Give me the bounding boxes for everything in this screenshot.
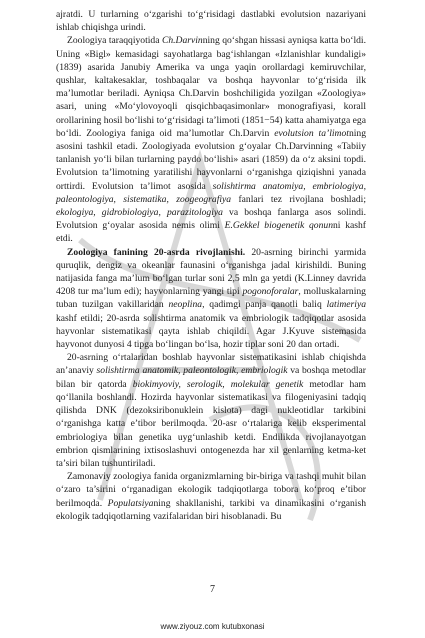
emphasis-text: biokimyoviy, serologik, molekular genetik (132, 378, 304, 390)
body-text: metodlar ham qo‘llanila boshlandi. Hozirda hayvonlar sistematikasi va filogeniyasini tadqiq qilishda DNK (dezoksiribonuklein kislota) dagi nukleotidlar tarkibini o‘rganishga katta e’tibor berilmoqda. 20-asr o‘rtalariga kelib eksperimental embriologiya bilan genetika uyg‘unlashib ketdi. Endilikda rivojlanayotgan embrion qismlarining ixtisoslashuvi ontogenezda har xil genlarning ketma-ket ta’siri bilan tushuntiriladi. (56, 378, 366, 469)
page-body (56, 8, 366, 523)
body-text: Zamonaviy zoologiya fanida organizmlarning bir-biriga va tashqi muhit bilan o‘zaro ta’sirini o‘rganadigan ekologik tadqiqotlarga tobora ko‘proq e’tibor berilmoqda. (56, 471, 366, 509)
section-heading: Zoologiya fanining 20-asrda rivojlanishi. (67, 246, 246, 258)
page-number: 7 (210, 584, 215, 595)
body-text: , molluskalarning tuban tuzilgan vakillaridan (56, 286, 366, 311)
paragraph (56, 8, 366, 34)
paragraph (56, 470, 366, 523)
emphasis-text: E.Gekkel biogenetik qonun (224, 220, 333, 232)
paragraph (56, 246, 366, 352)
emphasis-text: evolutsion ta’limot (274, 127, 349, 139)
emphasis-text: latimeriya (326, 299, 367, 311)
body-text: , qadimgi panja qanotli baliq (202, 299, 327, 311)
emphasis-text: ekologiya, gidrobiologiya, parazitologiya (56, 207, 223, 219)
emphasis-text: Populatsiya (107, 497, 154, 509)
emphasis-text: Ch.Darvin (161, 35, 203, 47)
body-text: va boshqa metodlar bilan bir qatorda (56, 365, 367, 390)
body-text: 20-asrning birinchi yarmida quruqlik, dengiz va okeanlar faunasini o‘rganishga jadal kirishildi. Buning natijasida fanga ma’lum bo‘lgan turlar soni 2,5 mln ga yetdi (K.Linney davrida 4208 tur ma’lum edi); hayvonlarning yangi tipi (56, 246, 366, 298)
body-text: ning asosini tashkil etadi. Zoologiyada evolutsion g‘oyalar Ch.Darvinning «Tabiiy tanlanish yo‘li bilan turlarning paydo bo‘lishi» asari (1859) da o‘z aksini topdi. Evolutsion ta’limotning yaratilishi hayvonlarni o‘rganishga qiziqishni yanada orttirdi. Evolutsion ta’limot asosida (56, 127, 366, 192)
emphasis-text: solishtirma anatomiya, embriologiya, paleontologiya, sistematika, zoogeografiya (56, 180, 366, 205)
emphasis-text: neoplina (168, 299, 203, 311)
body-text: ning qo‘shgan hissasi ayniqsa katta bo‘ldi. Uning «Bigl» kemasidagi sayohatlarga bag‘ishlangan «Izlanishlar kundaligi» (1839) asarida Janubiy Amerika va unga yaqin orollardagi kemiruvchilar, qushlar, kaltakesaklar, toshbaqalar va boshqa hayvonlar to‘g‘risida ilk ma’lumotlar beriladi. Ayniqsa Ch.Darvin boshchiligida yozilgan «Zoologiya» asari, uning «Mo‘ylovoyoqli qisqichbaqasimonlar» monografiyasi, korall orollarining hosil bo‘lishi to‘g‘risidagi ta’limoti (1851−54) katta ahamiyatga ega bo‘ldi. Zoologiya faniga oid ma’lumotlar Ch.Darvin (56, 35, 366, 139)
body-text: ning shakllanishi, tarkibi va dinamikasini o‘rganish ekologik tadqiqotlarning vazifalaridan biri hisoblanadi. Bu (56, 497, 366, 522)
body-text: kashf etildi; 20-asrda solishtirma anatomik va embriologik tadqiqotlar asosida hayvonlar sistematikasi qayta ishlab chiqildi. Agar J.Kyuve sistemasida hayvonot dunyosi 4 tipga bo‘lingan bo‘lsa, hozir tiplar soni 20 dan ortadi. (56, 312, 366, 351)
emphasis-text: pogonoforalar (242, 286, 299, 298)
body-text: Zoologiya taraqqiyotida (67, 35, 162, 47)
body-text: 20-asrning o‘rtalaridan boshlab hayvonlar sistematikasini ishlab chiqishda an’anaviy (56, 352, 366, 377)
emphasis-text: solishtirma anatomik, paleontologik, embriologik (96, 365, 288, 377)
body-text: fanlari tez rivojlana boshladi; (231, 193, 366, 205)
paragraph (56, 351, 366, 470)
body-text: va boshqa fanlarga asos solindi. Evolutsion g‘oyalar asosida nemis olimi (56, 207, 366, 232)
body-text: ajratdi. U turlarning o‘zgarishi to‘g‘risidagi dastlabki evolutsion nazariyani ishlab chiqishga urindi. (56, 9, 366, 34)
paragraph (56, 34, 366, 245)
footer-source-url: www.ziyouz.com kutubxonasi (160, 622, 265, 631)
body-text: ni kashf etdi. (56, 220, 366, 245)
